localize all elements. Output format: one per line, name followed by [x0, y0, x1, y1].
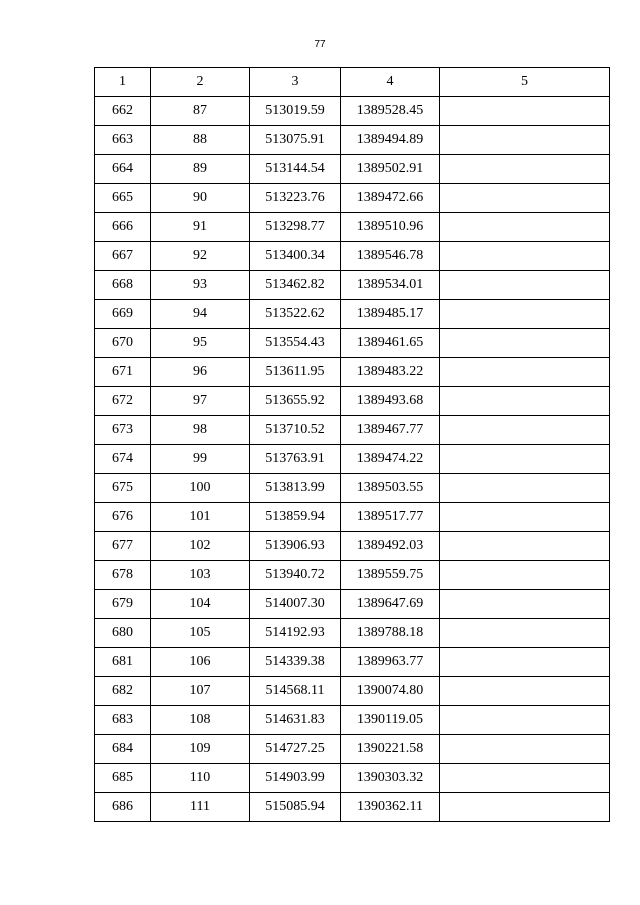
- table-cell: [440, 445, 610, 474]
- table-cell: 104: [151, 590, 250, 619]
- table-cell: 513813.99: [250, 474, 341, 503]
- table-cell: 1389647.69: [341, 590, 440, 619]
- table-cell: 513400.34: [250, 242, 341, 271]
- table-cell: 514903.99: [250, 764, 341, 793]
- table-body: [95, 97, 610, 822]
- table-cell: 665: [95, 184, 151, 213]
- table-cell: 666: [95, 213, 151, 242]
- table-cell: 92: [151, 242, 250, 271]
- table-row: [95, 677, 610, 706]
- table-row: [95, 561, 610, 590]
- table-cell: [440, 329, 610, 358]
- table-cell: 685: [95, 764, 151, 793]
- table-cell: 672: [95, 387, 151, 416]
- table-cell: 1389467.77: [341, 416, 440, 445]
- table-cell: 93: [151, 271, 250, 300]
- table-cell: [440, 706, 610, 735]
- table-cell: 513223.76: [250, 184, 341, 213]
- table-cell: [440, 503, 610, 532]
- column-header: 1: [95, 68, 151, 97]
- table-cell: 111: [151, 793, 250, 822]
- table-row: [95, 242, 610, 271]
- table-cell: 678: [95, 561, 151, 590]
- table-cell: 682: [95, 677, 151, 706]
- table-cell: 514631.83: [250, 706, 341, 735]
- table-cell: [440, 532, 610, 561]
- table-cell: 1390119.05: [341, 706, 440, 735]
- table-cell: 662: [95, 97, 151, 126]
- table-cell: 1390221.58: [341, 735, 440, 764]
- table-row: [95, 329, 610, 358]
- table-cell: 100: [151, 474, 250, 503]
- table-cell: 1389494.89: [341, 126, 440, 155]
- table-row: [95, 735, 610, 764]
- table-cell: 1389492.03: [341, 532, 440, 561]
- table-cell: 673: [95, 416, 151, 445]
- table-cell: 513611.95: [250, 358, 341, 387]
- table-cell: 1389788.18: [341, 619, 440, 648]
- table-cell: 105: [151, 619, 250, 648]
- table-cell: 668: [95, 271, 151, 300]
- table-cell: [440, 677, 610, 706]
- table-cell: 1389510.96: [341, 213, 440, 242]
- table-cell: [440, 590, 610, 619]
- table-cell: 513075.91: [250, 126, 341, 155]
- table-cell: [440, 300, 610, 329]
- table-cell: 98: [151, 416, 250, 445]
- table-row: [95, 532, 610, 561]
- table-cell: 101: [151, 503, 250, 532]
- table-cell: 1389963.77: [341, 648, 440, 677]
- table-cell: 1390074.80: [341, 677, 440, 706]
- table-cell: [440, 474, 610, 503]
- table-cell: 1389546.78: [341, 242, 440, 271]
- table-row: [95, 184, 610, 213]
- table-cell: 108: [151, 706, 250, 735]
- table-cell: 514568.11: [250, 677, 341, 706]
- table-cell: 513019.59: [250, 97, 341, 126]
- coordinates-table: [94, 67, 610, 822]
- column-header: 3: [250, 68, 341, 97]
- table-cell: 1389559.75: [341, 561, 440, 590]
- table-cell: 513298.77: [250, 213, 341, 242]
- table-cell: 513940.72: [250, 561, 341, 590]
- table-cell: [440, 213, 610, 242]
- table-row: [95, 619, 610, 648]
- table-cell: 1390362.11: [341, 793, 440, 822]
- table-cell: 667: [95, 242, 151, 271]
- table-row: [95, 445, 610, 474]
- table-cell: 674: [95, 445, 151, 474]
- table-row: [95, 764, 610, 793]
- table-cell: 90: [151, 184, 250, 213]
- table-cell: 513763.91: [250, 445, 341, 474]
- column-header: 2: [151, 68, 250, 97]
- table-cell: 89: [151, 155, 250, 184]
- table-row: [95, 300, 610, 329]
- table-cell: [440, 416, 610, 445]
- table-cell: 513906.93: [250, 532, 341, 561]
- column-header: 4: [341, 68, 440, 97]
- table-cell: 102: [151, 532, 250, 561]
- table-row: [95, 387, 610, 416]
- table-cell: 106: [151, 648, 250, 677]
- table-header: [95, 68, 610, 97]
- table-cell: 680: [95, 619, 151, 648]
- table-row: [95, 416, 610, 445]
- table-row: [95, 590, 610, 619]
- table-cell: 96: [151, 358, 250, 387]
- table-cell: 513655.92: [250, 387, 341, 416]
- table-cell: [440, 764, 610, 793]
- table-row: [95, 126, 610, 155]
- table-cell: 95: [151, 329, 250, 358]
- table-cell: [440, 619, 610, 648]
- table-cell: 1389493.68: [341, 387, 440, 416]
- table-row: [95, 213, 610, 242]
- table-cell: 87: [151, 97, 250, 126]
- table-cell: 686: [95, 793, 151, 822]
- table-cell: 514007.30: [250, 590, 341, 619]
- table-cell: 679: [95, 590, 151, 619]
- table-cell: 103: [151, 561, 250, 590]
- column-header: 5: [440, 68, 610, 97]
- table-cell: 676: [95, 503, 151, 532]
- table-row: [95, 474, 610, 503]
- table-row: [95, 358, 610, 387]
- table-cell: [440, 648, 610, 677]
- table-cell: [440, 793, 610, 822]
- table-cell: 684: [95, 735, 151, 764]
- table-cell: 664: [95, 155, 151, 184]
- table-cell: 514727.25: [250, 735, 341, 764]
- page-number: 77: [314, 39, 326, 50]
- header-row: [95, 68, 610, 97]
- table-cell: 99: [151, 445, 250, 474]
- table-cell: 1389502.91: [341, 155, 440, 184]
- table-cell: 110: [151, 764, 250, 793]
- table-cell: [440, 97, 610, 126]
- table-cell: [440, 735, 610, 764]
- table-row: [95, 271, 610, 300]
- table-cell: 1389534.01: [341, 271, 440, 300]
- table-cell: 663: [95, 126, 151, 155]
- table-cell: 514339.38: [250, 648, 341, 677]
- table-cell: 513710.52: [250, 416, 341, 445]
- table-cell: 91: [151, 213, 250, 242]
- table-cell: 515085.94: [250, 793, 341, 822]
- table-cell: 513522.62: [250, 300, 341, 329]
- table-row: [95, 706, 610, 735]
- table-cell: [440, 242, 610, 271]
- table-cell: 1389474.22: [341, 445, 440, 474]
- table-cell: 671: [95, 358, 151, 387]
- table-cell: 1389528.45: [341, 97, 440, 126]
- table-cell: 97: [151, 387, 250, 416]
- table-cell: [440, 271, 610, 300]
- table-cell: 1389472.66: [341, 184, 440, 213]
- table-cell: 513144.54: [250, 155, 341, 184]
- table-row: [95, 155, 610, 184]
- table-cell: [440, 126, 610, 155]
- table-cell: 513554.43: [250, 329, 341, 358]
- table-cell: [440, 387, 610, 416]
- table-cell: [440, 561, 610, 590]
- table-row: [95, 97, 610, 126]
- table-cell: 670: [95, 329, 151, 358]
- table-cell: 107: [151, 677, 250, 706]
- table-cell: 1389483.22: [341, 358, 440, 387]
- table-cell: 1389517.77: [341, 503, 440, 532]
- table-row: [95, 648, 610, 677]
- table-row: [95, 503, 610, 532]
- table-cell: 683: [95, 706, 151, 735]
- table-cell: 1390303.32: [341, 764, 440, 793]
- table-cell: 1389503.55: [341, 474, 440, 503]
- table-cell: 1389461.65: [341, 329, 440, 358]
- table-cell: 1389485.17: [341, 300, 440, 329]
- table-cell: 514192.93: [250, 619, 341, 648]
- table-cell: 513859.94: [250, 503, 341, 532]
- table-cell: 109: [151, 735, 250, 764]
- table-cell: 669: [95, 300, 151, 329]
- table-cell: 513462.82: [250, 271, 341, 300]
- table-cell: [440, 184, 610, 213]
- table-cell: 88: [151, 126, 250, 155]
- table-cell: 677: [95, 532, 151, 561]
- table-cell: [440, 358, 610, 387]
- table-row: [95, 793, 610, 822]
- table-cell: 681: [95, 648, 151, 677]
- table-cell: 675: [95, 474, 151, 503]
- table-cell: 94: [151, 300, 250, 329]
- table-cell: [440, 155, 610, 184]
